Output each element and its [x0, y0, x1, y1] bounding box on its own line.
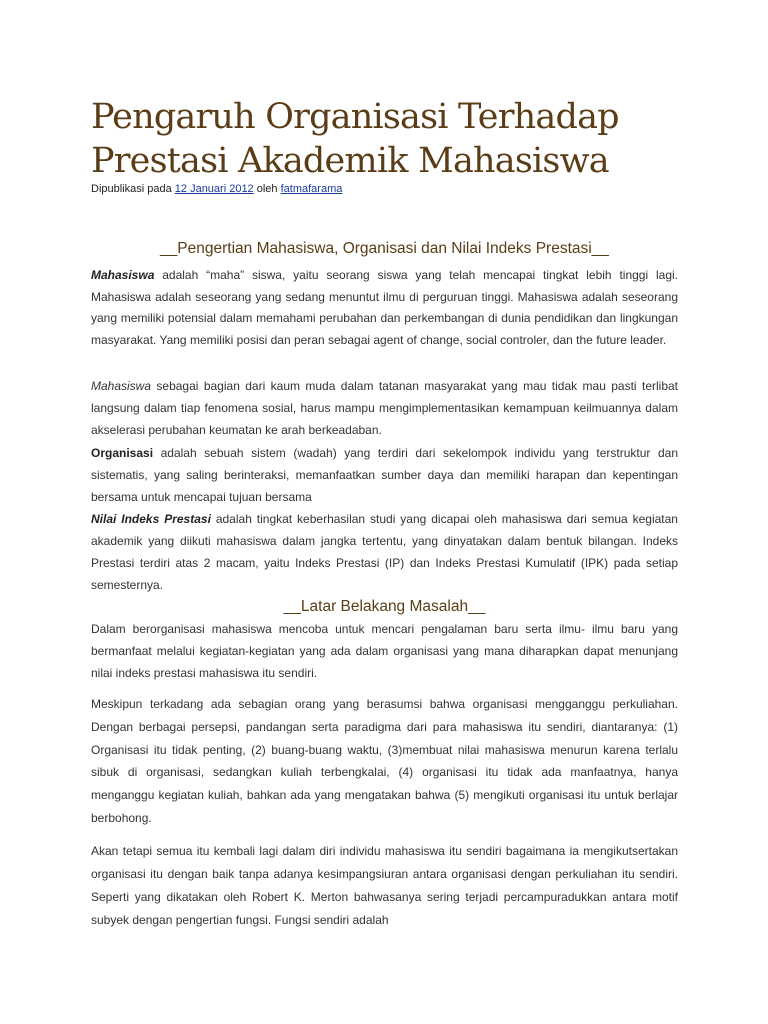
meta-prefix: Dipublikasi pada	[91, 183, 172, 195]
paragraph-latar-1: Dalam berorganisasi mahasiswa mencoba untuk mencari pengalaman baru serta ilmu- ilmu baru yang bermanfaat melalui kegiatan-kegiatan yang ada dalam organisasi yang mana diharapkan dapat menunjang nilai indeks prestasi mahasiswa itu sendiri.	[91, 622, 678, 680]
paragraph-text: sebagai bagian dari kaum muda dalam tatanan masyarakat yang mau tidak mau pasti terlibat langsung dalam tiap fenomena sosial, harus mampu mengimplementasikan kemampuan keilmuannya dalam akselerasi perubahan keumatan ke arah berkeadaban.	[91, 379, 678, 437]
paragraph-text: adalah “maha” siswa, yaitu seorang siswa yang telah mencapai tingkat lebih tinggi lagi. Mahasiswa adalah seseorang yang sedang menuntut ilmu di perguruan tinggi. Mahasiswa adalah seseorang yang memiliki potensial dalam memahami perubahan dan perkembangan di dunia pendidikan dan lingkungan masyarakat. Yang memiliki posisi dan peran sebagai agent of change, social controler, dan the future leader.	[91, 268, 678, 348]
term-mahasiswa-italic: Mahasiswa	[91, 379, 152, 393]
paragraph-text: adalah sebuah sistem (wadah) yang terdiri dari sekelompok individu yang terstruktur dan sistematis, yang saling berinteraksi, memanfaatkan sumber daya dan memiliki harapan dan kepentingan bersama untuk mencapai tujuan bersama	[91, 446, 678, 504]
article-meta	[91, 182, 342, 196]
term-organisasi: Organisasi	[91, 446, 154, 460]
article-title: Pengaruh Organisasi Terhadap Prestasi Akademik Mahasiswa	[91, 97, 619, 181]
paragraph-organisasi-definition	[91, 442, 678, 508]
section-heading-pengertian: __Pengertian Mahasiswa, Organisasi dan Nilai Indeks Prestasi__	[160, 240, 609, 257]
paragraph-latar-3: Akan tetapi semua itu kembali lagi dalam diri individu mahasiswa itu sendiri bagaimana ia mengikutsertakan organisasi itu dengan baik tanpa adanya kesimpangsiuran antara organisasi dengan perkuliahan itu sendiri. Seperti yang dikatakan oleh Robert K. Merton bahwasanya sering terjadi percampuradukkan antara motif subyek dengan pengertian fungsi. Fungsi sendiri adalah	[91, 844, 678, 927]
paragraph-mahasiswa-definition	[91, 265, 678, 352]
paragraph-ip-definition	[91, 508, 678, 596]
publish-date-link[interactable]: 12 Januari 2012	[174, 183, 254, 195]
paragraph-text: adalah tingkat keberhasilan studi yang dicapai oleh mahasiswa dari semua kegiatan akademik yang diikuti mahasiswa dalam jangka tertentu, yang dinyatakan dalam bentuk bilangan. Indeks Prestasi terdiri atas 2 macam, yaitu Indeks Prestasi (IP) dan Indeks Prestasi Kumulatif (IPK) pada setiap semesternya.	[91, 512, 678, 592]
meta-by: oleh	[256, 183, 278, 195]
term-mahasiswa: Mahasiswa	[91, 268, 155, 282]
term-nilai-indeks-prestasi: Nilai Indeks Prestasi	[91, 512, 211, 526]
author-link[interactable]: fatmafarama	[280, 183, 343, 195]
paragraph-latar-2: Meskipun terkadang ada sebagian orang yang berasumsi bahwa organisasi mengganggu perkuliahan. Dengan berbagai persepsi, pandangan serta paradigma dari para mahasiswa itu sendiri, diantaranya: (1) Organisasi itu tidak penting, (2) buang-buang waktu, (3)membuat nilai mahasiswa menurun karena terlalu sibuk di organisasi, sedangkan kuliah terbengkalai, (4) organisasi itu tidak ada manfaatnya, hanya menganggu kegiatan kuliah, bahkan ada yang mengatakan bahwa (5) mengikuti organisasi itu untuk berlajar berbohong.	[91, 697, 678, 825]
section-heading-latar-belakang: __Latar Belakang Masalah__	[283, 598, 486, 615]
paragraph-mahasiswa-role	[91, 375, 678, 441]
